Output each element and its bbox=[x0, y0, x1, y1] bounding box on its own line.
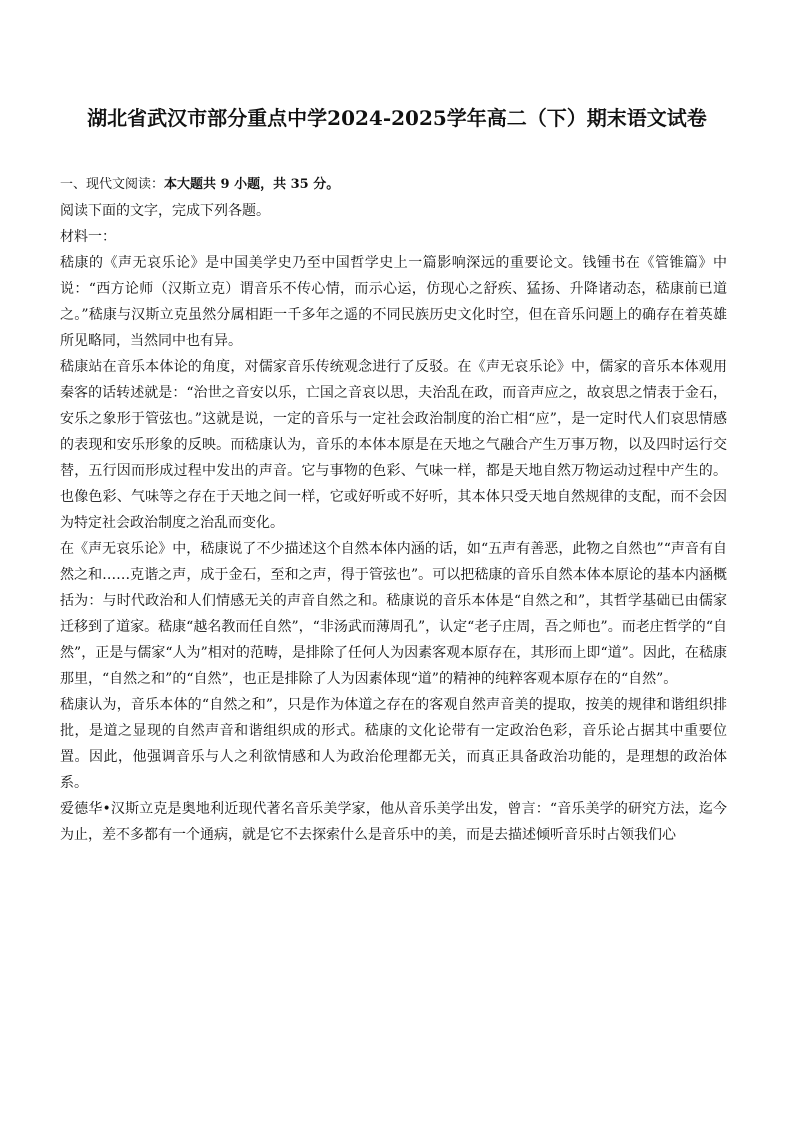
section-heading bbox=[60, 172, 727, 198]
section-detail: 本大题共 9 小题，共 35 分。 bbox=[164, 177, 340, 192]
document-title: 湖北省武汉市部分重点中学2024-2025学年高二（下）期末语文试卷 bbox=[87, 106, 707, 130]
paragraph: 嵇康的《声无哀乐论》是中国美学史乃至中国哲学史上一篇影响深远的重要论文。钱锺书在《管锥篇》中说：“西方论师（汉斯立克）谓音乐不传心情，而示心运，仿现心之舒疾、猛扬、升降诸动态，嵇康前已道之。”嵇康与汉斯立克虽然分属相距一千多年之遥的不同民族历史文化时空，但在音乐问题上的确存在着英雄所见略同，当然同中也有异。 bbox=[60, 255, 727, 349]
instruction-text: 阅读下面的文字，完成下列各题。 bbox=[60, 203, 270, 219]
paragraph: 嵇康站在音乐本体论的角度，对儒家音乐传统观念进行了反驳。在《声无哀乐论》中，儒家的音乐本体观用秦客的话转述就是：“治世之音安以乐，亡国之音哀以思，夫治乱在政，而音声应之，故哀思之情表于金石，安乐之象形于管弦也。”这就是说，一定的音乐与一定社会政治制度的治亡相“应”，是一定时代人们哀思情感的表现和安乐形象的反映。而嵇康认为，音乐的本体本原是在天地之气融合产生万事万物，以及四时运行交替，五行因而形成过程中发出的声音。它与事物的色彩、气味一样，都是天地自然万物运动过程中产生的。也像色彩、气味等之存在于天地之间一样，它或好听或不好听，其本体只受天地自然规律的支配，而不会因为特定社会政治制度之治乱而变化。 bbox=[60, 359, 727, 531]
document-body bbox=[60, 172, 727, 848]
paragraph: 在《声无哀乐论》中，嵇康说了不少描述这个自然本体内涵的话，如“五声有善恶，此物之自然也”“声音有自然之和……克谐之声，成于金石，至和之声，得于管弦也”。可以把嵇康的音乐自然本体本原论的基本内涵概括为：与时代政治和人们情感无关的声音自然之和。嵇康说的音乐本体是“自然之和”，其哲学基础已由儒家迁移到了道家。嵇康“越名教而任自然”，“非汤武而薄周孔”，认定“老子庄周，吾之师也”。而老庄哲学的“自然”，正是与儒家“人为”相对的范畴，是排除了任何人为因素客观本原存在，其形而上即“道”。因此，在嵇康那里，“自然之和”的“自然”，也正是排除了人为因素体现“道”的精神的纯粹客观本原存在的“自然”。 bbox=[60, 541, 727, 687]
paragraph: 爱德华•汉斯立克是奥地利近现代著名音乐美学家，他从音乐美学出发，曾言：“音乐美学的研究方法，迄今为止，差不多都有一个通病，就是它不去探索什么是音乐中的美，而是去描述倾听音乐时占领我们心 bbox=[60, 801, 727, 843]
section-prefix: 一、现代文阅读： bbox=[60, 177, 165, 192]
paragraph: 嵇康认为，音乐本体的“自然之和”，只是作为体道之存在的客观自然声音美的提取，按美的规律和谐组织排批，是道之显现的自然声音和谐组织成的形式。嵇康的文化论带有一定政治色彩，音乐论占据其中重要位置。因此，他强调音乐与人之利欲情感和人为政治伦理都无关，而真正具备政治功能的，是理想的政治体系。 bbox=[60, 697, 727, 791]
material-label: 材料一： bbox=[60, 229, 116, 245]
